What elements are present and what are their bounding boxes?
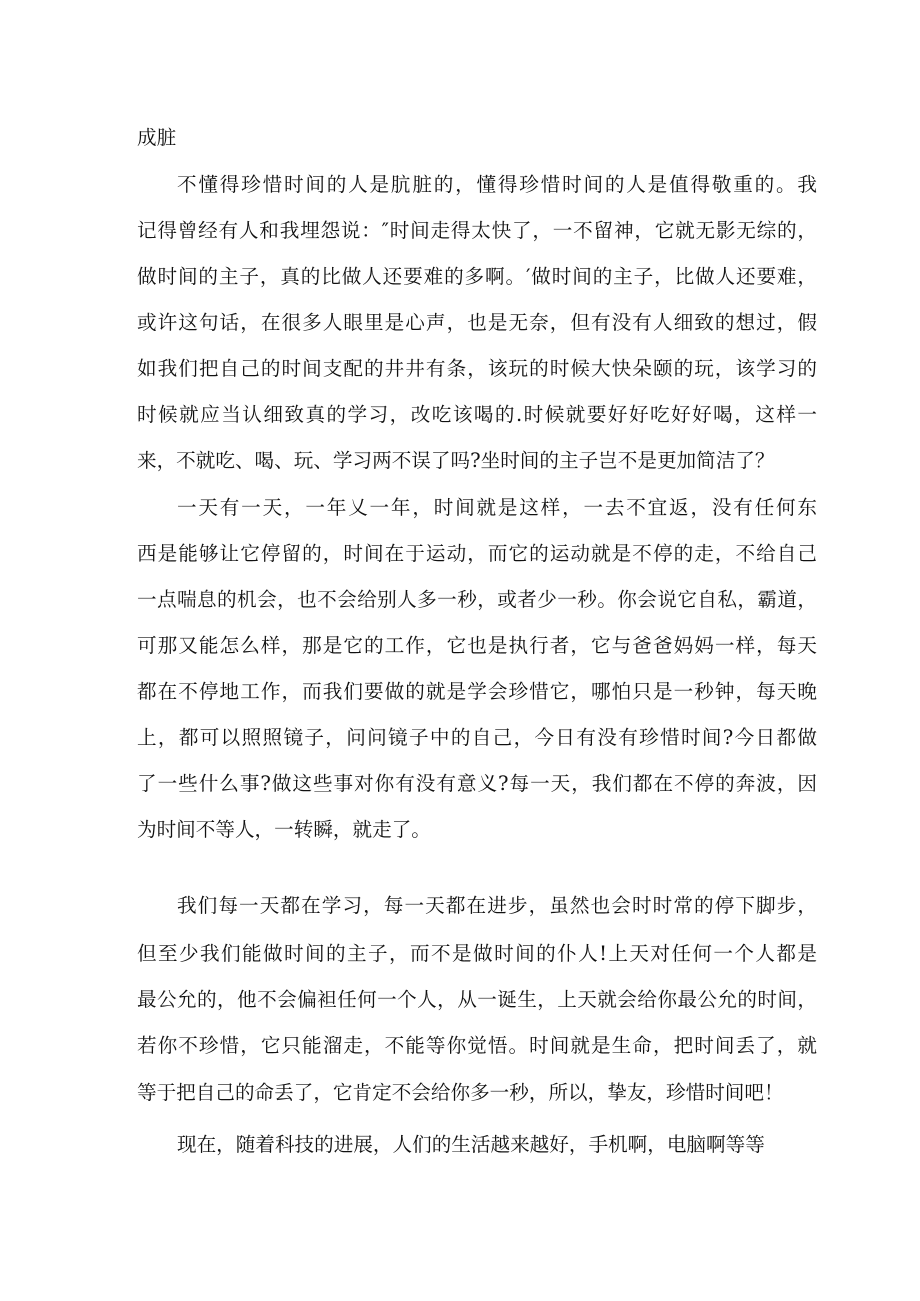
paragraph-1-line-2: 记得曾经有人和我埋怨说：″时间走得太快了，一不留神，它就无影无综的， xyxy=(137,219,817,242)
paragraph-1-line-3: 做时间的主子，真的比做人还要难的多啊。′做时间的主子，比做人还要难， xyxy=(137,265,817,288)
paragraph-2-line-5: 都在不停地工作，而我们要做的就是学会珍惜它，哪怕只是一秒钟，每天晚 xyxy=(137,680,817,703)
paragraph-1-line-7: 来，不就吃、喝、玩、学习两不误了吗?坐时间的主子岂不是更加简洁了？ xyxy=(137,449,775,472)
document-heading: 成脏 xyxy=(137,126,177,149)
paragraph-3-line-1: 我们每一天都在学习，每一天都在进步，虽然也会时时常的停下脚步， xyxy=(177,894,817,917)
paragraph-1-line-4: 或许这句话，在很多人眼里是心声，也是无奈，但有没有人细致的想过，假 xyxy=(137,311,817,334)
paragraph-3-line-3: 最公允的，他不会偏袒任何一个人，从一诞生，上天就会给你最公允的时间， xyxy=(137,988,817,1011)
paragraph-4-line-1: 现在，随着科技的进展，人们的生活越来越好，手机啊，电脑啊等等 xyxy=(177,1133,765,1156)
paragraph-3-line-2: 但至少我们能做时间的主子，而不是做时间的仆人!上天对任何一个人都是 xyxy=(137,942,817,965)
paragraph-2-line-4: 可那又能怎么样，那是它的工作，它也是执行者，它与爸爸妈妈一样，每天 xyxy=(137,634,817,657)
paragraph-2-line-2: 西是能够让它停留的，时间在于运动，而它的运动就是不停的走，不给自己 xyxy=(137,542,817,565)
paragraph-2-line-3: 一点喘息的机会，也不会给别人多一秒，或者少一秒。你会说它自私，霸道， xyxy=(137,588,817,611)
paragraph-3-line-5: 等于把自己的命丢了，它肯定不会给你多一秒，所以，挚友，珍惜时间吧！ xyxy=(137,1081,784,1104)
paragraph-1-line-5: 如我们把自己的时间支配的井井有条，该玩的时候大快朵颐的玩，该学习的 xyxy=(137,357,817,380)
paragraph-1-line-6: 时候就应当认细致真的学习，改吃该喝的.时候就要好好吃好好喝，这样一 xyxy=(137,403,817,426)
paragraph-1-line-1: 不懂得珍惜时间的人是肮脏的，懂得珍惜时间的人是值得敬重的。我 xyxy=(177,173,817,196)
paragraph-2-line-8: 为时间不等人，一转瞬，就走了。 xyxy=(137,818,431,841)
paragraph-2-line-1: 一天有一天，一年乂一年，时间就是这样，一去不宜返，没有任何东 xyxy=(177,496,817,519)
paragraph-2-line-6: 上，都可以照照镜子，问问镜子中的自己，今日有没有珍惜时间?今日都做 xyxy=(137,726,817,749)
paragraph-3-line-4: 若你不珍惜，它只能溜走，不能等你觉悟。时间就是生命，把时间丢了，就 xyxy=(137,1034,817,1057)
paragraph-2-line-7: 了一些什么事?做这些事对你有没有意义?每一天，我们都在不停的奔波，因 xyxy=(137,772,817,795)
